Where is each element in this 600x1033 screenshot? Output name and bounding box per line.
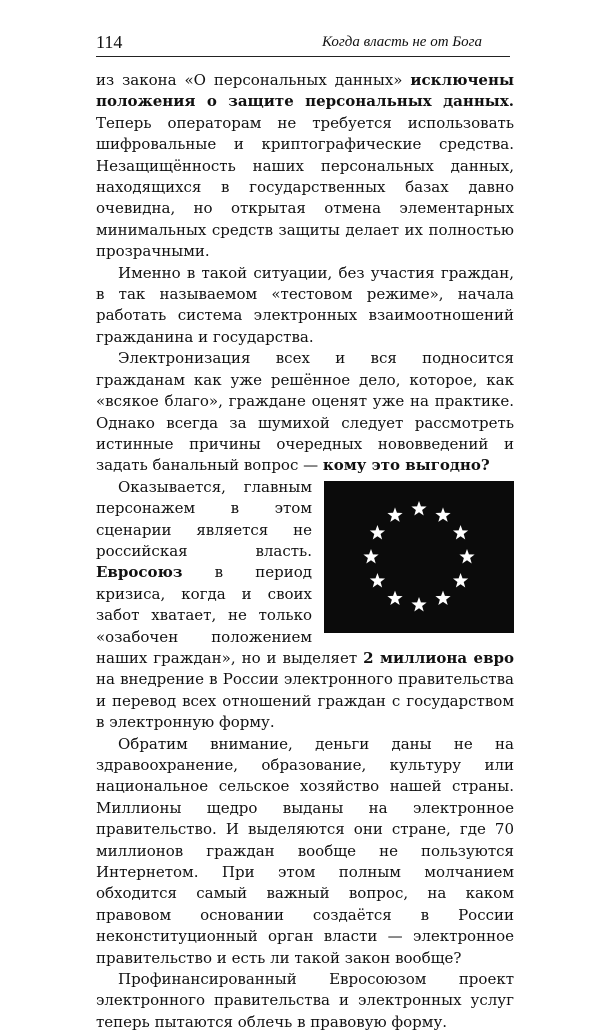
star-icon — [453, 573, 468, 587]
star-icon — [459, 549, 474, 563]
running-title: Когда власть не от Бога — [321, 34, 482, 50]
star-icon — [363, 549, 378, 563]
paragraph-1: из закона «О персональных данных» исключены положения о защите персональных данных. Теперь операторам не требуется использовать шифровальные и криптографические средства. Незащищённость наших персональных данных, находящихся в государственных базах давно очевидна, но открытая отмена элементарных минимальных средств защиты делает их полностью прозрачными. — [96, 71, 514, 261]
star-icon — [370, 573, 385, 587]
star-icon — [453, 525, 468, 539]
page-number: 114 — [96, 32, 123, 52]
eu-flag-image — [324, 481, 514, 633]
paragraph-4: Оказывается, главным персонажем в этом сценарии является не российская власть. Евросоюз в период кризиса, когда и своих забот хватает, не только «озабочен положением наших граждан», но и выделяет 2 миллиона евро на внедрение в России электронного правительства и перевод всех отношений граждан с государством в электронную форму. — [96, 477, 514, 732]
body-text — [96, 70, 514, 1033]
star-icon — [411, 501, 426, 515]
eu-flag — [324, 481, 514, 633]
star-icon — [370, 525, 385, 539]
page-header — [96, 30, 510, 57]
paragraph-2: Именно в такой ситуации, без участия граждан, в так называемом «тестовом режиме», начала работать система электронных взаимоотношений гражданина и государства. — [96, 263, 514, 346]
eu-stars-circle — [324, 481, 514, 633]
star-icon — [435, 507, 450, 521]
star-icon — [387, 507, 402, 521]
paragraph-5: Обратим внимание, деньги даны не на здравоохранение, образование, культуру или национальное сельское хозяйство нашей страны. Миллионы щедро выданы на электронное правительство. И выделяются они стране, где 70 миллионов граждан вообще не пользуются Интернетом. При этом полным молчанием обходится самый важный вопрос, на каком правовом основании создаётся в России неконституционный орган власти — электронное правительство и есть ли такой закон вообще? — [96, 734, 514, 967]
paragraph-3: Электронизация всех и вся подносится гражданам как уже решённое дело, которое, как «всякое благо», граждане оценят уже на практике. Однако всегда за шумихой следует рассмотреть истинные причины очередных нововведений и задать банальный вопрос — кому это выгодно? — [96, 349, 514, 475]
paragraph-6: Профинансированный Евросоюзом проект электронного правительства и электронных услуг теперь пытаются облечь в правовую форму. — [96, 970, 514, 1031]
star-icon — [435, 590, 450, 604]
star-icon — [411, 597, 426, 611]
star-icon — [387, 590, 402, 604]
